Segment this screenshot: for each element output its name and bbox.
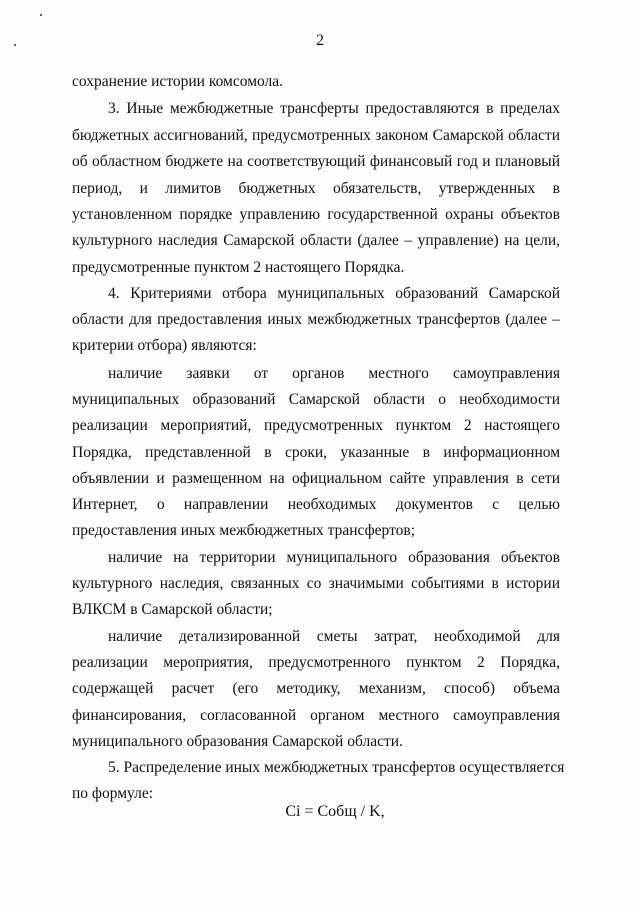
text-line: предусмотренные пунктом 2 настоящего Порядка. (72, 259, 405, 276)
text-line: наличие детализированной сметы затрат, необходимой для (108, 628, 560, 645)
text-line: культурного наследия Самарской области (далее – управление) на цели, (72, 232, 560, 249)
text-line: области для предоставления иных межбюджетных трансфертов (далее – (72, 311, 560, 328)
text-line: 5. Распределение иных межбюджетных трансфертов осуществляется (108, 759, 565, 776)
text-line: культурного наследия, связанных со значимыми событиями в истории (72, 575, 560, 592)
text-line: об областном бюджете на соответствующий финансовый год и плановый (72, 153, 560, 170)
text-line: бюджетных ассигнований, предусмотренных законом Самарской области (72, 127, 560, 144)
text-line: наличие на территории муниципального образования объектов (108, 549, 560, 566)
text-line: муниципального образования Самарской области. (72, 733, 403, 750)
text-line: муниципальных образований Самарской области о необходимости (72, 391, 560, 408)
text-line: реализации мероприятия, предусмотренного пунктом 2 Порядка, (72, 654, 560, 671)
text-line: 4. Критериями отбора муниципальных образований Самарской (108, 285, 560, 302)
scan-speck (40, 14, 42, 16)
text-line: по формуле: (72, 785, 154, 802)
text-line: предоставления иных межбюджетных трансфертов; (72, 522, 416, 539)
text-line: Интернет, о направлении необходимых документов с целью (72, 496, 560, 513)
text-line: период, и лимитов бюджетных обязательств, утвержденных в (72, 180, 560, 197)
text-line: объявлении и размещенном на официальном сайте управления в сети (72, 470, 560, 487)
text-line: ВЛКСМ в Самарской области; (72, 601, 273, 618)
formula: Ci = Cобщ / K, (285, 803, 385, 820)
text-line: наличие заявки от органов местного самоуправления (108, 365, 560, 382)
page-number: 2 (316, 32, 324, 49)
text-line: Порядка, представленной в сроки, указанные в информационном (72, 444, 560, 461)
text-line: 3. Иные межбюджетные трансферты предоставляются в пределах (108, 100, 560, 117)
text-line: финансирования, согласованной органом местного самоуправления (72, 707, 560, 724)
text-line: критерии отбора) являются: (72, 337, 257, 354)
text-line: установленном порядке управлению государственной охраны объектов (72, 206, 560, 223)
text-line: содержащей расчет (его методику, механизм, способ) объема (72, 680, 560, 697)
text-line: реализации мероприятий, предусмотренных пунктом 2 настоящего (72, 417, 560, 434)
text-line: сохранение истории комсомола. (72, 73, 284, 90)
